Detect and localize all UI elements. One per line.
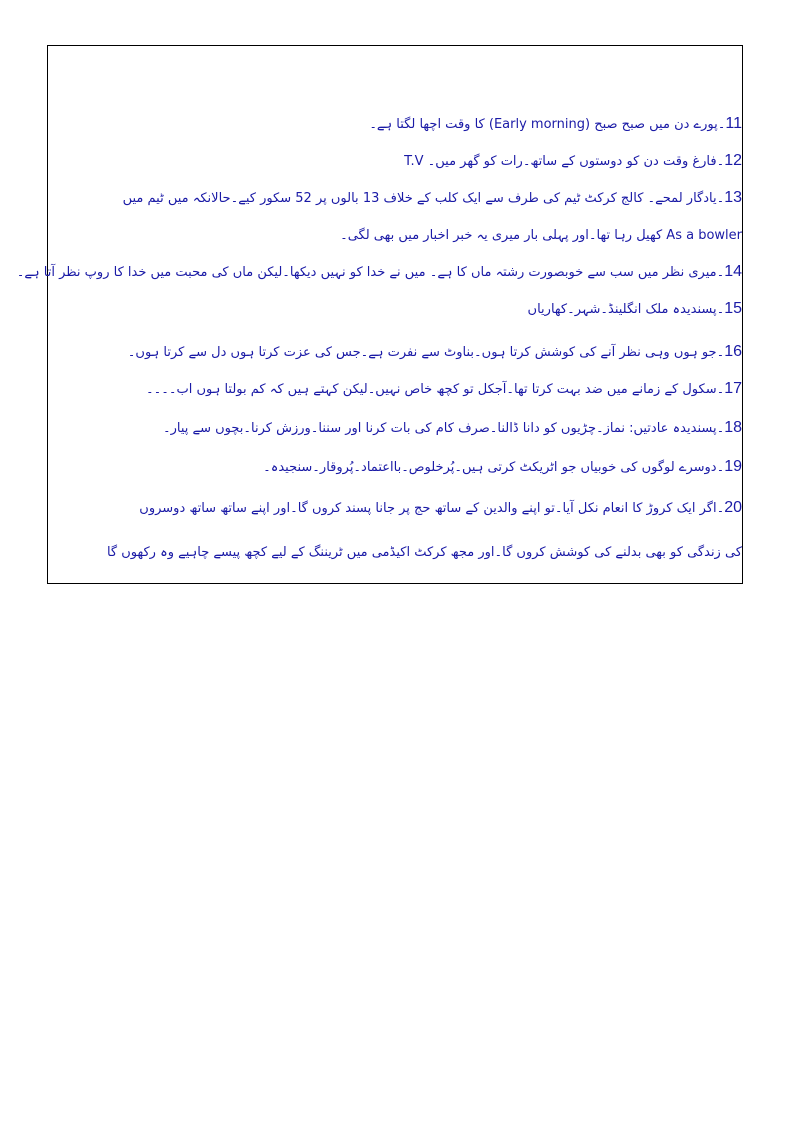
line-number: 17 [724,380,742,397]
line-19 [263,451,742,481]
line-text: ۔پورے دن میں صبح صبح (Early morning) کا وقت اچھا لگتا ہے۔ [369,117,726,132]
line-text: ۔پسندیدہ عادتیں: نماز۔چڑیوں کو دانا ڈالنا۔صرف کام کی بات کرنا اور سننا۔ورزش کرنا۔بچوں سے پیار۔ [162,421,725,436]
line-text: ۔فارغ وقت دن کو دوستوں کے ساتھ۔رات کو گھر میں۔ T.V [404,154,725,169]
line-16 [128,336,742,366]
line-number: 14 [724,263,742,280]
line-14 [17,256,742,286]
line-number: 18 [724,419,742,436]
line-15 [528,293,742,323]
line-text: ۔اگر ایک کروڑ کا انعام نکل آیا۔تو اپنے والدین کے ساتھ حج پر جانا پسند کروں گا۔اور اپنے ساتھ ساتھ دوسروں [139,501,725,516]
line-13 [123,182,742,212]
document-frame [16,45,743,584]
line-number: 13 [724,189,742,206]
line-11 [369,108,742,138]
line-text: ۔پسندیدہ ملک انگلینڈ۔شہر۔کھاریاں [527,302,725,317]
line-text: ۔میری نظر میں سب سے خوبصورت رشتہ ماں کا ہے۔ میں نے خدا کو نہیں دیکھا۔لیکن ماں کی محبت میں خدا کا روپ نظر آتا ہے۔ [16,265,725,280]
line-12 [404,145,742,175]
line-text: ۔جو ہوں وہی نظر آنے کی کوشش کرتا ہوں۔بناوٹ سے نفرت ہے۔جس کی عزت کرتا ہوں دل سے کرتا ہوں۔ [127,345,725,360]
line-text: ۔سکول کے زمانے میں ضد بہت کرتا تھا۔آجکل تو کچھ خاص نہیں۔لیکن کہتے ہیں کہ کم بولتا ہوں اب۔۔۔۔ [146,382,725,397]
line-text: کی زندگی کو بھی بدلنے کی کوشش کروں گا۔اور مجھ کرکٹ اکیڈمی میں ٹریننگ کے لیے کچھ پیسے چاہیے وہ رکھوں گا [106,545,742,560]
line-17 [146,373,742,403]
line-text: As a bowler کھیل رہا تھا۔اور پہلی بار میری یہ خبر اخبار میں بھی لگی۔ [340,228,742,243]
line-13-continued [340,219,742,249]
line-text: ۔یادگار لمحے۔ کالج کرکٹ ٹیم کی طرف سے ایک کلب کے خلاف 13 بالوں پر 52 سکور کیے۔حالانکہ میں ٹیم میں [122,191,725,206]
line-number: 11 [725,115,742,132]
line-number: 19 [724,458,742,475]
line-number: 12 [724,152,742,169]
line-number: 15 [724,300,742,317]
line-20 [139,492,742,522]
line-18 [163,412,742,442]
line-number: 20 [724,499,742,516]
line-20-continued [107,536,742,566]
line-number: 16 [724,343,742,360]
line-text: ۔دوسرے لوگوں کی خوبیاں جو اٹریکٹ کرتی ہیں۔پُرخلوص۔بااعتماد۔پُروقار۔سنجیدہ۔ [263,460,725,475]
